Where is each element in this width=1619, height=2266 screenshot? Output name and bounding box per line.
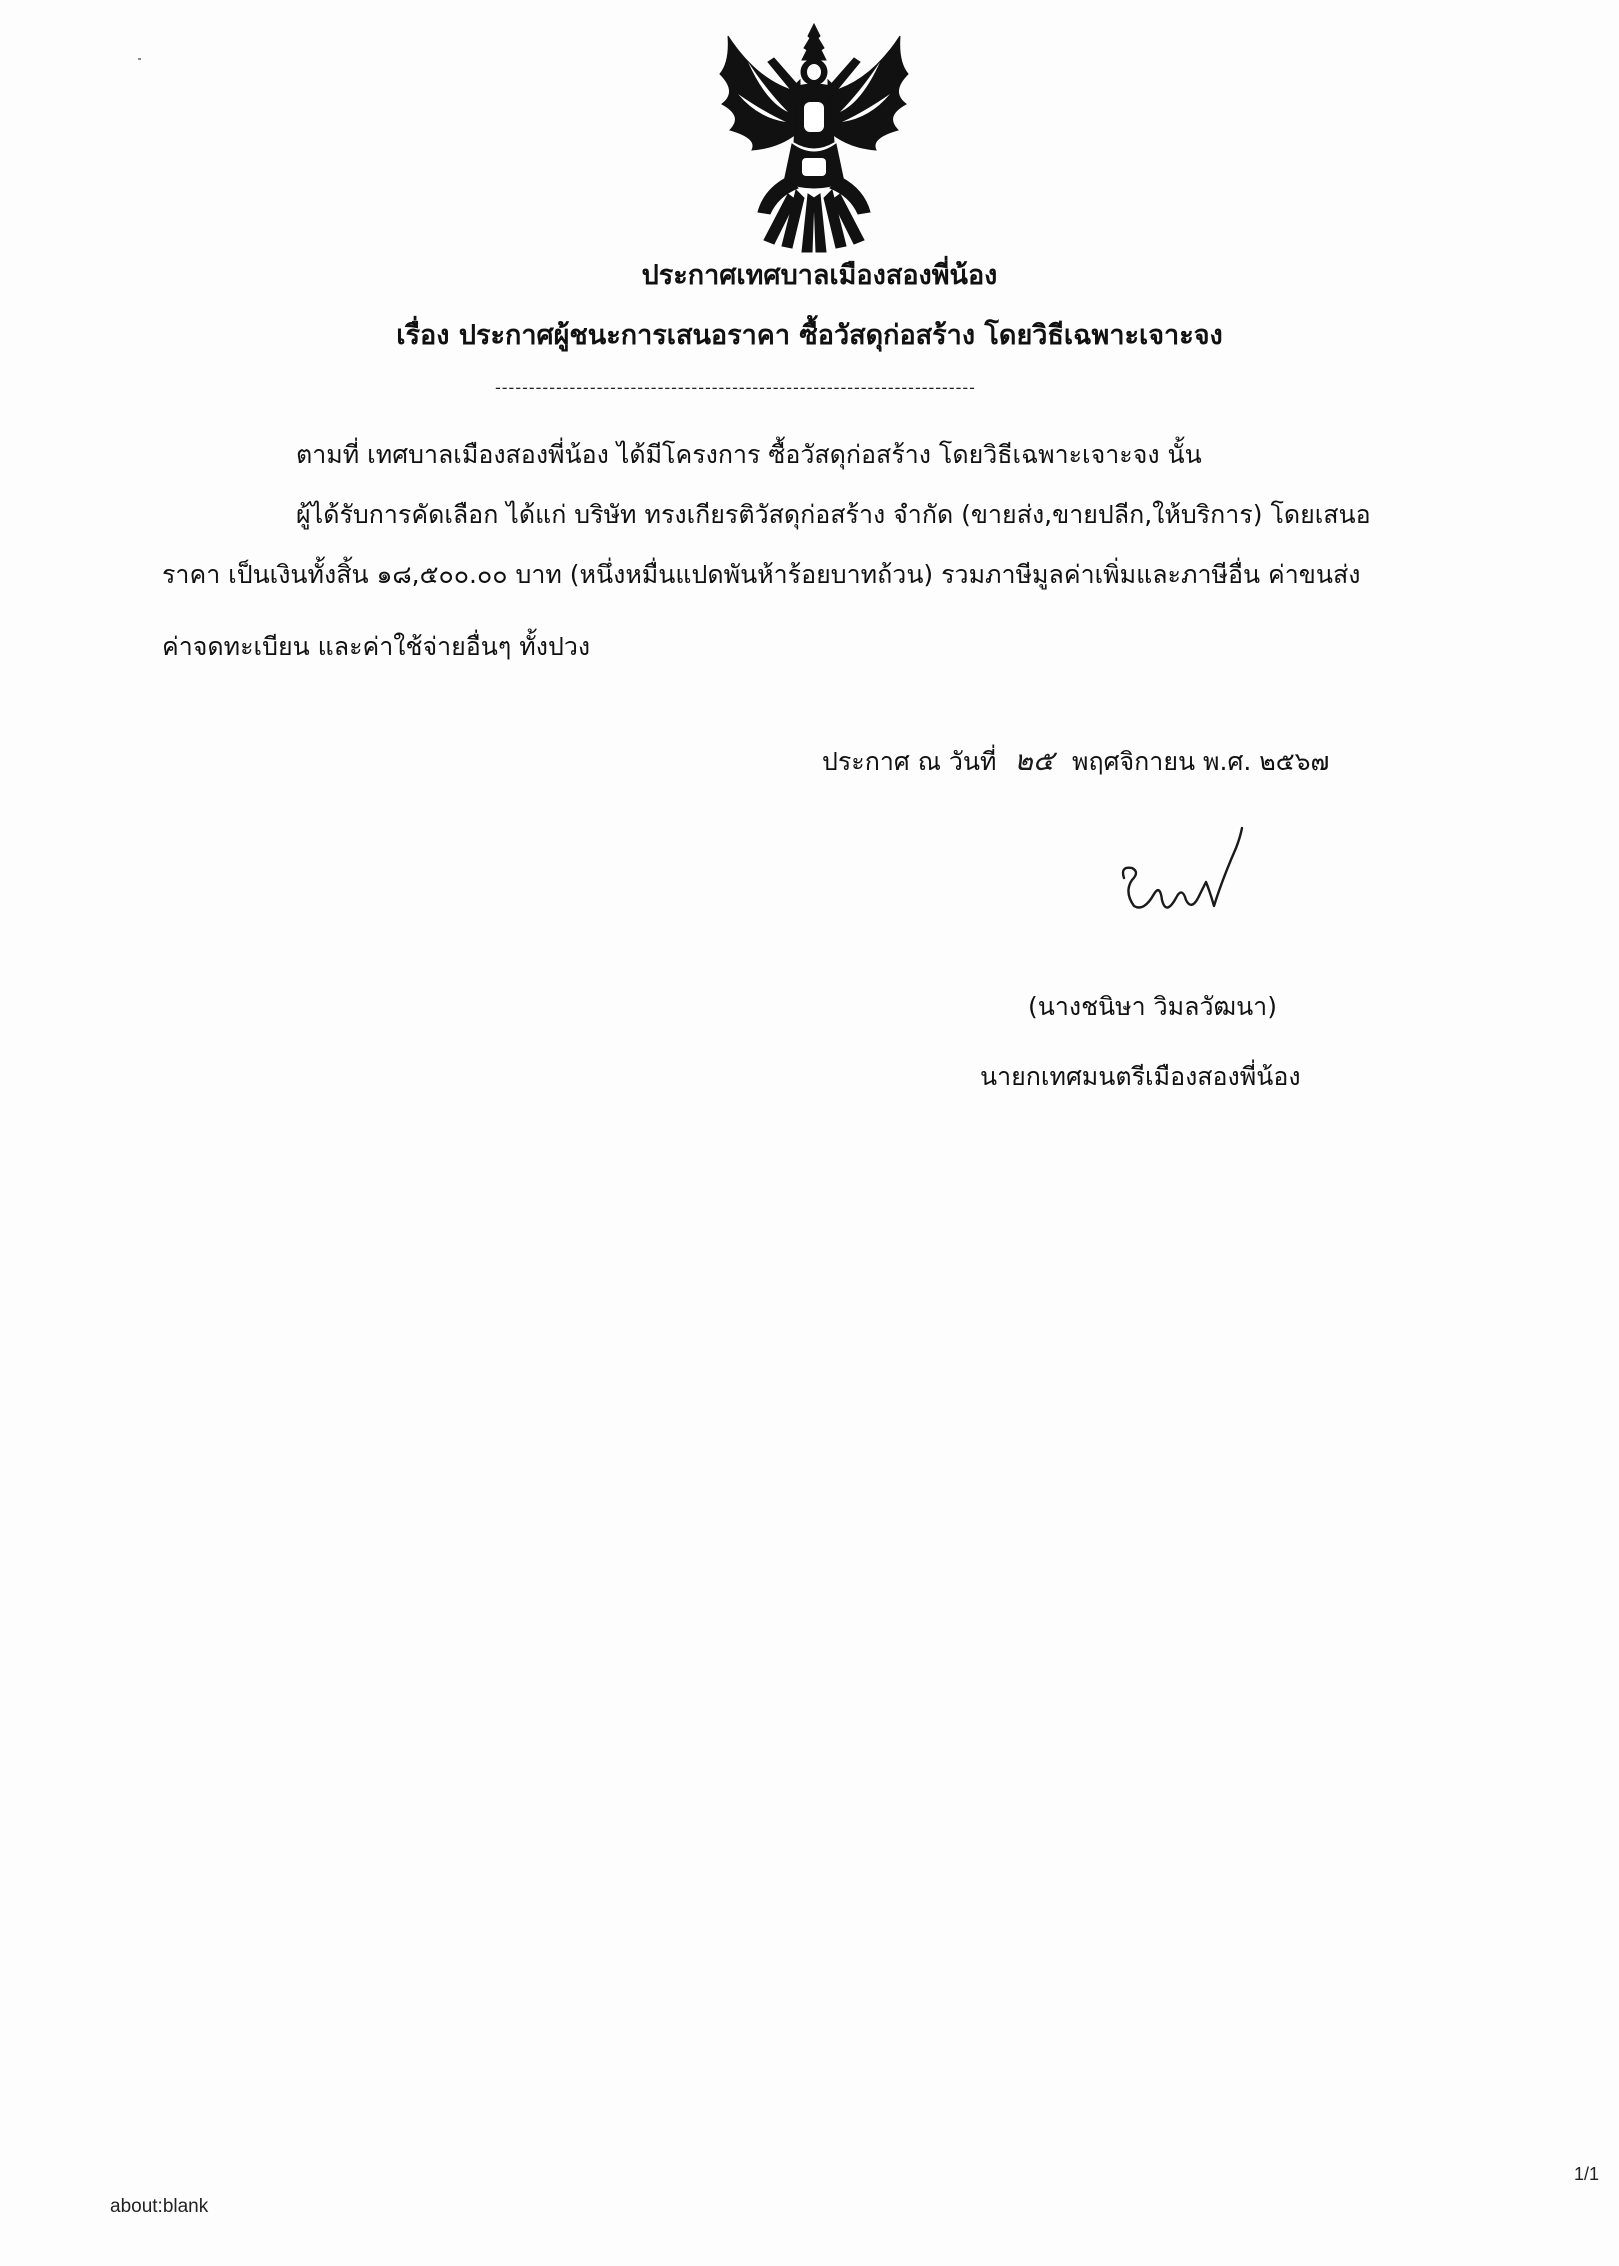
body-line-3: ราคา เป็นเงินทั้งสิ้น ๑๘,๕๐๐.๐๐ บาท (หนึ่งหมื่นแปดพันห้าร้อยบาทถ้วน) รวมภาษีมูลค่าเพิ่มและภาษีอื่น ค่าขนส่ง — [162, 560, 1361, 589]
document-subject: เรื่อง ประกาศผู้ชนะการเสนอราคา ซื้อวัสดุก่อสร้าง โดยวิธีเฉพาะเจาะจง — [396, 320, 1223, 351]
page-number: 1/1 — [1574, 2164, 1600, 2184]
announcement-date-prefix: ประกาศ ณ วันที่ — [822, 747, 997, 776]
document-title: ประกาศเทศบาลเมืองสองพี่น้อง — [641, 260, 998, 291]
body-line-4: ค่าจดทะเบียน และค่าใช้จ่ายอื่นๆ ทั้งปวง — [162, 632, 591, 661]
signatory-name: (นางชนิษา วิมลวัฒนา) — [1028, 992, 1277, 1021]
scan-speck — [138, 58, 141, 60]
announcement-day-handwritten: ๒๕ — [1014, 744, 1055, 777]
body-line-1: ตามที่ เทศบาลเมืองสองพี่น้อง ได้มีโครงการ ซื้อวัสดุก่อสร้าง โดยวิธีเฉพาะเจาะจง นั้น — [296, 440, 1202, 469]
footer-url: about:blank — [110, 2196, 209, 2217]
garuda-emblem — [708, 22, 920, 254]
divider-line: ----------------------------------------------------------------------- — [495, 378, 976, 397]
announcement-date — [822, 744, 1329, 779]
body-line-2: ผู้ได้รับการคัดเลือก ได้แก่ บริษัท ทรงเกียรติวัสดุก่อสร้าง จำกัด (ขายส่ง,ขายปลีก,ให้บริการ) โดยเสนอ — [296, 500, 1371, 529]
signatory-title: นายกเทศมนตรีเมืองสองพี่น้อง — [980, 1062, 1301, 1091]
announcement-month-year: พฤศจิกายน พ.ศ. ๒๕๖๗ — [1072, 747, 1330, 776]
handwritten-signature — [1110, 820, 1270, 930]
